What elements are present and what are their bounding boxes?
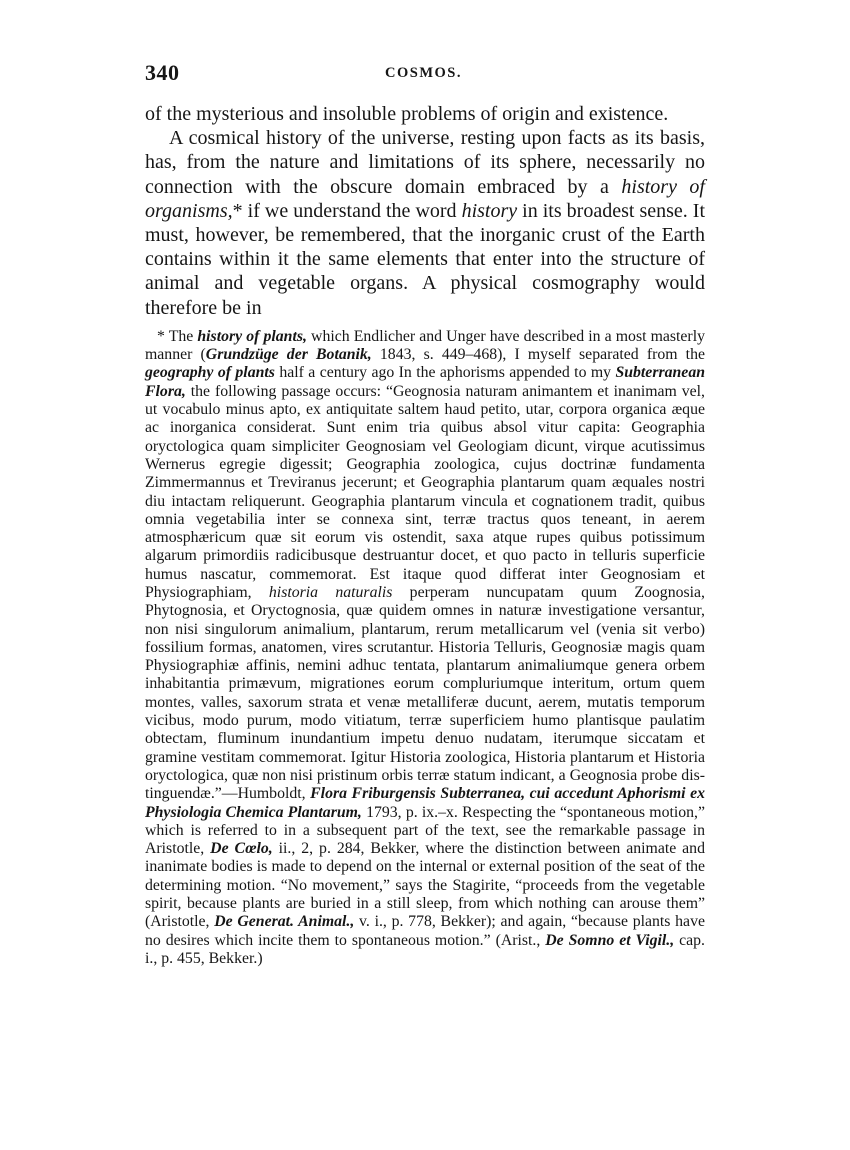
book-page bbox=[145, 60, 705, 968]
footnote-paragraph: * The history of plants, which Endlicher and Unger have described in a most masterly manner (Grundzüge der Botanik, 1843, s. 449–468), I myself separated from the geography of plants half a century ago In the aphorisms appended to my Subterranean Flora, the following passage occurs: “Geognosia naturam animantem et inanimam vel, ut vocabulo minus apto, ex antiquitate saltem haud petito, utar, corpora organica æque ac inorganica considerat. Sunt enim tria quibus absol vitur capita: Geographia oryctologica quam simpliciter Geognosiam vel Geologiam dicunt, virque acutissimus Wernerus egregie digessit; Geographia zoologica, cujus doctrinæ fundamenta Zimmermannus et Treviranus jecerunt; et Geographia plantarum quam æquales nostri diu intactam reliquerunt. Geographia plantarum vincula et cognationem tradit, quibus omnia vegetabilia inter se connexa sint, terræ tractus quos teneant, in aerem atmosphæricum quæ sit eorum vis ostendit, saxa atque rupes quibus potissimum algarum primordiis radicibusque destruantur docet, et quo pacto in telluris superficie humus nascatur, commemorat. Est itaque quod differat inter Geognosiam et Physiographiam, historia naturalis perperam nuncupatam quum Zoognosia, Phytognosia, et Oryctognosia, quæ quidem omnes in naturæ investigatione versantur, non nisi singulorum animalium, plantarum, rerum metallicarum vel (venia sit verbo) fossilium formas, anatomen, vires scrutantur. Historia Telluris, Geognosiæ magis quam Physiographiæ affinis, nemini adhuc tentata, plantarum animaliumque genera orbem inhabitantia primævum, migrationes eorum compluriumque interitum, ortum quem montes, valles, saxorum strata et venæ metalliferæ ducunt, aerem, mutatis temporum vicibus, modo purum, modo vitiatum, terræ superficiem humo plantisque paulatim obtectam, fluminum inundantium impetu denuo nudatam, iterumque siccatam et gramine vestitam commemorat. Igitur Historia zoologica, Historia plantarum et Historia oryctologica, quæ non nisi pristinum orbis terræ statum indicant, a Geognosia probe distinguendæ.”—Humboldt, Flora Friburgensis Subterranea, cui accedunt Aphorismi ex Physiologia Chemica Plantarum, 1793, p. ix.–x. Respecting the “spontaneous motion,” which is referred to in a subsequent part of the text, see the remarkable passage in Aristotle, De Cœlo, ii., 2, p. 284, Bekker, where the distinction between animate and inanimate bodies is made to depend on the internal or external position of the seat of the determining motion. “No movement,” says the Stagirite, “proceeds from the vegetable spirit, because plants are buried in a still sleep, from which nothing can arouse them” (Aristotle, De Generat. Animal., v. i., p. 778, Bekker); and again, “because plants have no desires which incite them to spontaneous motion.” (Arist., De Somno et Vigil., cap. i., p. 455, Bekker.) bbox=[145, 327, 705, 967]
paragraph-continued: of the mysterious and insoluble problems of origin and existence. bbox=[145, 103, 669, 125]
emphasis-history-of-organisms: history of organisms, bbox=[145, 175, 705, 222]
footnote bbox=[145, 328, 705, 968]
paragraph-cosmical-history: A cosmical history of the universe, resting upon facts as its basis, has, from the nature and limitations of its sphere, necessarily no connection with the obscure domain embraced by a history of organisms,* if we understand the word history in its broadest sense. It must, however, be remembered, that the inorganic crust of the Earth contains within it the same elements that enter into the structure of animal and vegetable organs. A physical cosmography would therefore be in bbox=[145, 127, 705, 319]
running-head bbox=[145, 60, 705, 90]
body-text bbox=[145, 102, 705, 320]
page-number: 340 bbox=[145, 60, 180, 85]
running-title: COSMOS. bbox=[385, 65, 462, 81]
emphasis-history: history bbox=[461, 199, 518, 222]
